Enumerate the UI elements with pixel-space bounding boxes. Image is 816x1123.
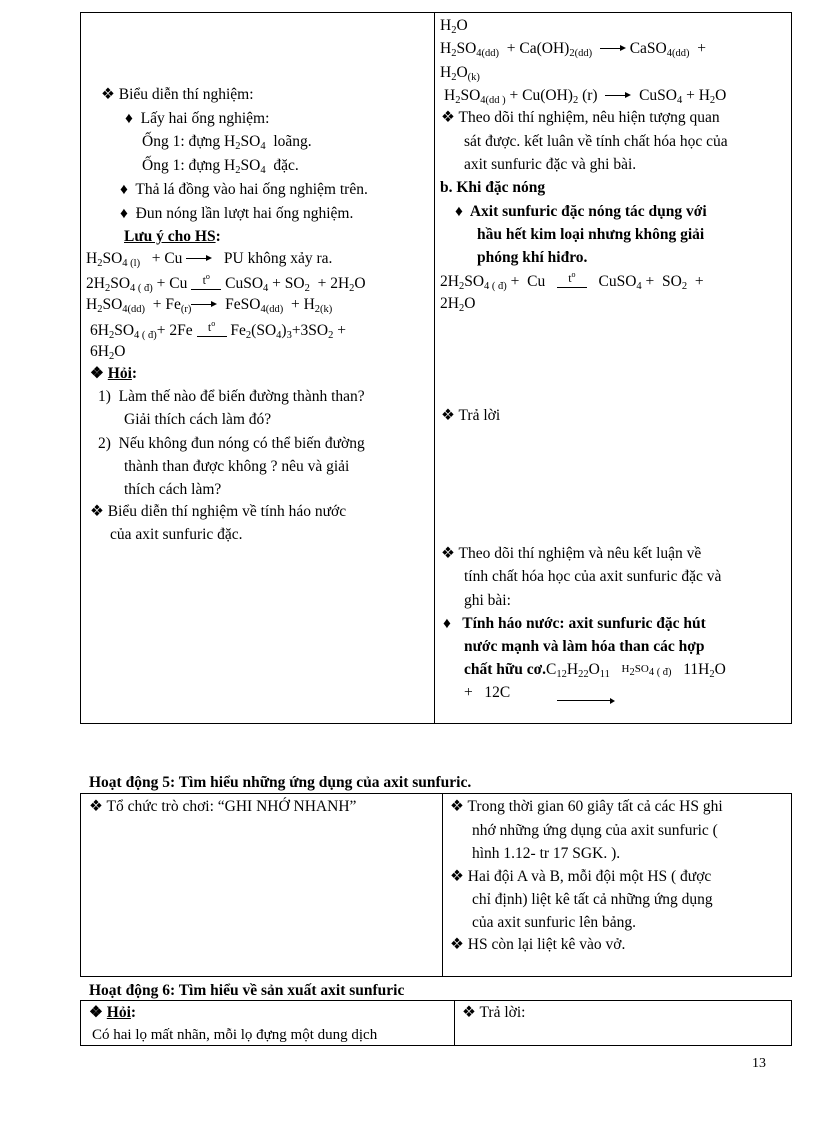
observe-1: ❖ Theo dõi thí nghiệm, nêu hiện tượng quan xyxy=(441,109,720,126)
bold-statement-cont1: hầu hết kim loại nhưng không giải xyxy=(477,226,705,243)
eq-hot-cu-cont: $2H_2O$ xyxy=(440,295,476,314)
eq-hot-cu: $2H_2SO_{4 ( đ)} + Cu$ $t^o$ CuSO$_4$ + $SO_2$ + xyxy=(440,270,704,292)
question-1-cont: Giải thích cách làm đó? xyxy=(124,411,272,428)
bold-statement-cont2: phóng khí hiđro. xyxy=(477,249,588,266)
activity-5-r1-cont2: hình 1.12- tr 17 SGK. ). xyxy=(472,845,621,862)
activity-5-left-cell xyxy=(80,793,443,977)
tube-2: Ống 1: đựng $H_2SO_4$ đặc. xyxy=(142,157,299,176)
eq-water: $H_2O$ xyxy=(440,17,468,36)
demo-title: ❖ Biểu diễn thí nghiệm: xyxy=(101,86,254,103)
question-2-cont1: thành than được không ? nêu và giải xyxy=(124,458,350,475)
step-3: ♦ Đun nóng lần lượt hai ống nghiệm. xyxy=(120,205,354,222)
tube-1: Ống 1: đựng $H_2SO_4$ loãng. xyxy=(142,133,312,152)
bold-statement: ♦ Axit sunfuric đặc nóng tác dụng với xyxy=(455,203,707,220)
demo-2-cont: của axit sunfuric đặc. xyxy=(110,526,243,543)
activity-5-r1: ❖ Trong thời gian 60 giây tất cả các HS ghi xyxy=(450,798,723,815)
demo-2: ❖ Biểu diễn thí nghiệm về tính háo nước xyxy=(90,503,347,520)
equation-4: $6H_2SO_{4 ( đ)}+ 2Fe$ $t^o$ $Fe_2(SO_4)_3+3SO_2$ + xyxy=(90,319,346,341)
step-1: ♦ Lấy hai ống nghiệm: xyxy=(125,110,270,127)
activity-6-left-title: ❖ Hỏi: xyxy=(89,1004,137,1021)
eq-cuoh: $H_2SO_{4(dd )} + Cu(OH)_2$ (r) CuSO$_4$ + $H_2O$ xyxy=(444,87,727,106)
page-number: 13 xyxy=(752,1056,766,1071)
equation-2: $2H_2SO_{4 ( đ)} + Cu$ $t^o$ CuSO$_4$ + $SO_2 + 2H_2O$ xyxy=(86,272,366,294)
observe-2-cont1: tính chất hóa học của axit sunfuric đặc và xyxy=(464,568,722,585)
question-1: 1) Làm thế nào để biến đường thành than? xyxy=(98,388,365,405)
activity-5-r2-cont1: chỉ định) liệt kê tất cả những ứng dụng xyxy=(472,891,713,908)
activity-5-r1-cont1: nhớ những ứng dụng của axit sunfuric ( xyxy=(472,822,718,839)
observe-1-cont1: sát được. kết luân về tính chất hóa học của xyxy=(464,133,728,150)
question-2: 2) Nếu không đun nóng có thể biến đường xyxy=(98,435,365,452)
observe-2-cont2: ghi bài: xyxy=(464,592,511,609)
question-2-cont2: thích cách làm? xyxy=(124,481,222,498)
eq-caoh-cont: $H_2O_{(k)}$ xyxy=(440,64,480,83)
observe-2: ❖ Theo dõi thí nghiệm và nêu kết luận về xyxy=(441,545,702,562)
activity-5-title: Hoạt động 5: Tìm hiểu những ứng dụng của axit sunfuric. xyxy=(89,774,472,791)
activity-6-right-text: ❖ Trả lời: xyxy=(462,1004,526,1021)
question-title: ❖ Hỏi: xyxy=(90,365,138,382)
activity-6-left-line: Có hai lọ mất nhãn, mỗi lọ đựng một dung dịch xyxy=(92,1027,378,1043)
equation-4-cont: $6H_2O$ xyxy=(90,343,126,362)
activity-5-r2: ❖ Hai đội A và B, mỗi đội một HS ( được xyxy=(450,868,712,885)
activity-5-left-text: ❖ Tổ chức trò chơi: “GHI NHỚ NHANH” xyxy=(89,798,357,815)
activity-5-r3: ❖ HS còn lại liệt kê vào vở. xyxy=(450,936,626,953)
dehydrate-cont1: nước mạnh và làm hóa than các hợp xyxy=(464,638,705,655)
activity-6-title: Hoạt động 6: Tìm hiểu về sản xuất axit sunfuric xyxy=(89,982,405,999)
reaction-arrow xyxy=(557,698,615,704)
answer: ❖ Trả lời xyxy=(441,407,501,424)
observe-1-cont2: axit sunfuric đặc và ghi bài. xyxy=(464,156,637,173)
equation-3: $H_2SO_{4(dd)} + Fe_{(r)}$ FeSO$_{4(dd)}$ + $H_{2(k)}$ xyxy=(86,296,333,315)
equation-1: $H_2SO_{4 (l)} + Cu$ PU không xảy ra. xyxy=(86,250,333,269)
eq-caoh: $H_2SO_{4(dd)} + Ca(OH)_{2(dd)}$ CaSO$_{4(dd)}$ + xyxy=(440,40,706,59)
activity-5-r2-cont2: của axit sunfuric lên bảng. xyxy=(472,914,636,931)
subsection-b: b. Khi đặc nóng xyxy=(440,179,546,196)
note-title: Lưu ý cho HS: xyxy=(124,228,221,245)
dehydrate-cont2: chất hữu $cơ.C_{12}H_{22}O_{11}$ $H_2SO_{4 ( đ)}$ $11H_2O$ xyxy=(464,661,726,680)
dehydrate-cont3: + 12C xyxy=(464,684,511,701)
step-2: ♦ Thả lá đồng vào hai ống nghiệm trên. xyxy=(120,181,368,198)
dehydrate: ♦ Tính háo nước: axit sunfuric đặc hút xyxy=(443,615,706,632)
